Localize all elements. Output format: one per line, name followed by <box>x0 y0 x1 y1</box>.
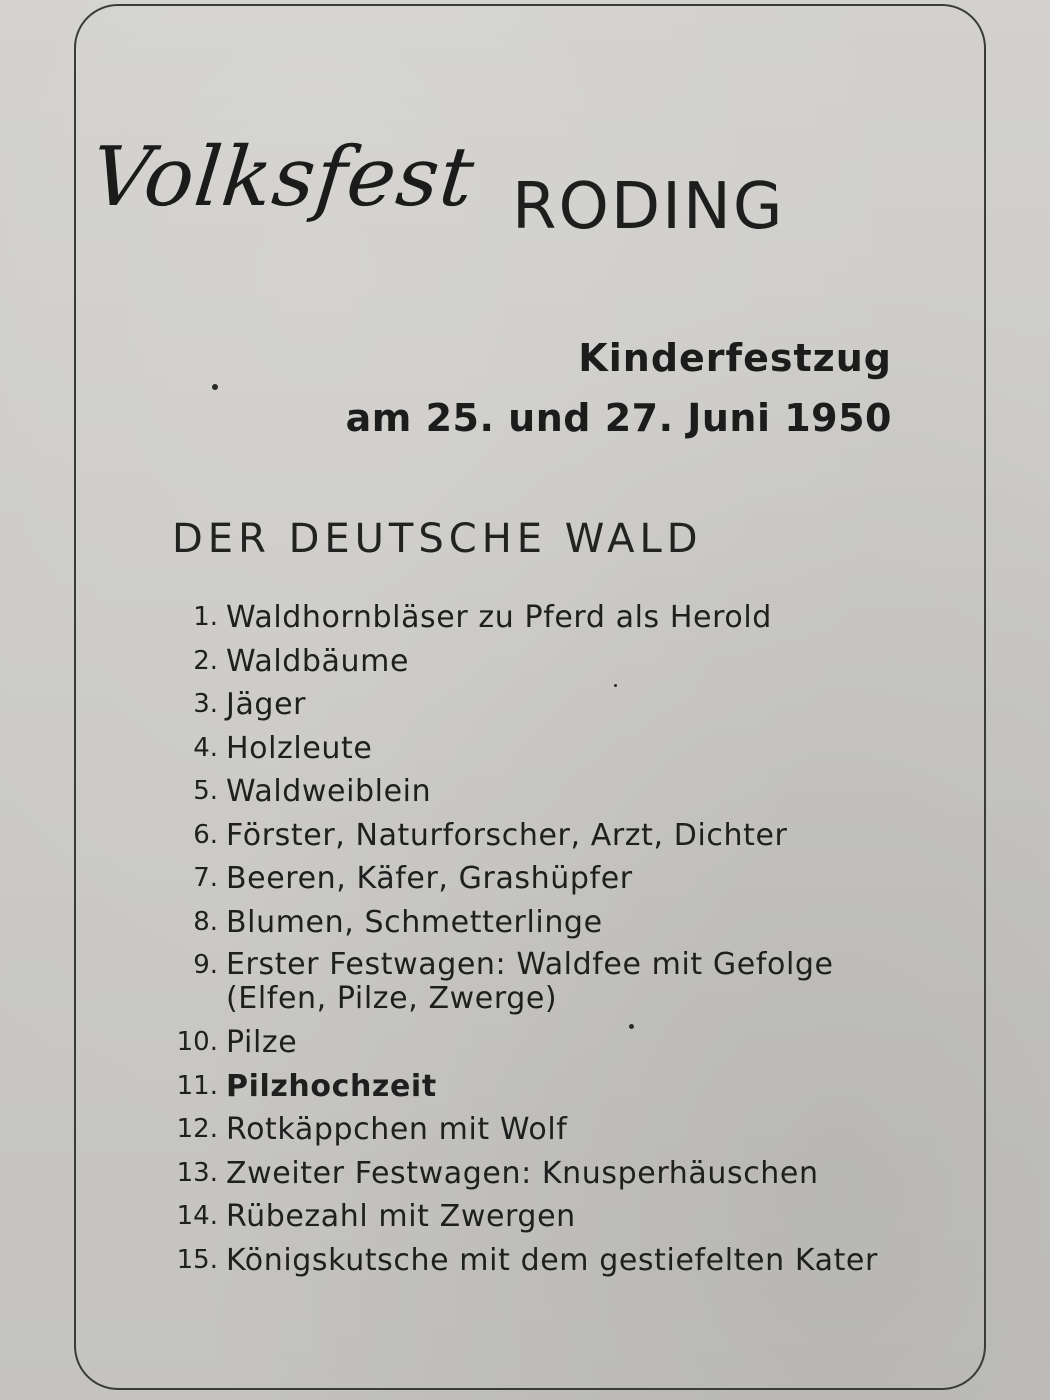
list-item <box>160 1108 920 1152</box>
list-item <box>160 727 920 771</box>
item-text: Beeren, Käfer, Grashüpfer <box>226 861 633 896</box>
title <box>87 130 852 260</box>
item-text <box>226 948 834 1016</box>
item-text: Waldweiblein <box>226 774 432 809</box>
list-item <box>160 1065 920 1109</box>
event-name: Kinderfestzug <box>578 336 892 380</box>
item-number: 10. <box>176 1027 218 1057</box>
event-info <box>346 330 892 446</box>
ink-speck <box>629 1024 634 1029</box>
item-number: 7. <box>193 863 218 893</box>
ink-speck <box>614 684 617 687</box>
item-number: 8. <box>193 906 218 937</box>
list-item <box>160 814 920 858</box>
item-text-line-2: (Elfen, Pilze, Zwerge) <box>226 981 558 1016</box>
item-text: Blumen, Schmetterlinge <box>226 904 603 940</box>
item-text: Holzleute <box>226 730 373 766</box>
list-item <box>160 901 920 945</box>
item-text: Waldhornbläser zu Pferd als Herold <box>226 600 772 635</box>
item-text: Königskutsche mit dem gestiefelten Kater <box>226 1242 878 1278</box>
ink-speck <box>212 384 218 390</box>
item-text: Rotkäppchen mit Wolf <box>226 1112 568 1147</box>
item-text: Zweiter Festwagen: Knusperhäuschen <box>226 1155 819 1191</box>
program-list <box>160 596 920 1282</box>
list-item <box>160 1021 920 1065</box>
item-number: 15. <box>176 1244 218 1275</box>
item-number: 12. <box>176 1114 218 1144</box>
section-heading: DER DEUTSCHE WALD <box>172 516 703 562</box>
item-number: 4. <box>193 732 218 763</box>
item-text: Waldbäume <box>226 643 410 679</box>
list-item <box>160 640 920 684</box>
item-number: 2. <box>193 645 218 676</box>
item-number: 11. <box>176 1070 218 1101</box>
item-text: Jäger <box>226 687 307 722</box>
item-number: 5. <box>193 776 218 806</box>
item-number: 9. <box>193 950 218 980</box>
item-text: Pilze <box>226 1025 298 1060</box>
item-number: 13. <box>176 1157 218 1188</box>
event-dates: am 25. und 27. Juni 1950 <box>345 396 892 440</box>
item-text-line-1: Erster Festwagen: Waldfee mit Gefolge <box>226 947 834 982</box>
title-script-word: Volksfest <box>87 130 479 225</box>
item-number: 6. <box>193 819 218 850</box>
item-number: 3. <box>193 689 218 719</box>
item-number: 1. <box>193 602 218 632</box>
list-item <box>160 944 920 1021</box>
list-item <box>160 857 920 901</box>
list-item <box>160 1239 920 1283</box>
list-item <box>160 770 920 814</box>
list-item <box>160 683 920 727</box>
item-text: Förster, Naturforscher, Arzt, Dichter <box>226 817 788 853</box>
list-item <box>160 596 920 640</box>
list-item <box>160 1195 920 1239</box>
item-text: Rübezahl mit Zwergen <box>226 1199 576 1234</box>
list-item <box>160 1152 920 1196</box>
title-town-name: RODING <box>512 170 785 244</box>
item-text: Pilzhochzeit <box>226 1068 437 1104</box>
item-number: 14. <box>176 1201 218 1231</box>
